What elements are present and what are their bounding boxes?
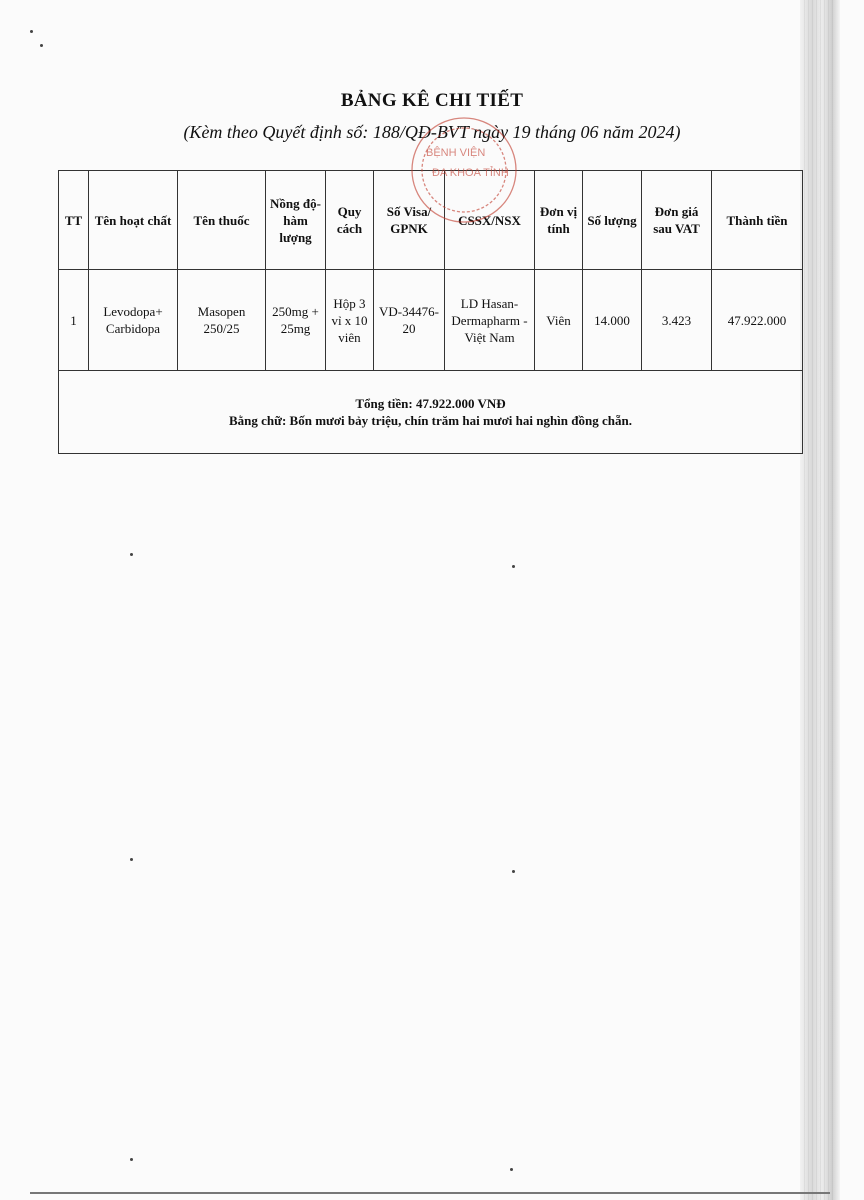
cell-active-ingredient: Levodopa+ Carbidopa — [89, 270, 178, 371]
scan-speck — [40, 44, 43, 47]
scan-speck — [130, 553, 133, 556]
total-row — [59, 371, 803, 454]
cell-drug-name: Masopen 250/25 — [178, 270, 266, 371]
cell-packaging: Hộp 3 vỉ x 10 viên — [326, 270, 374, 371]
stamp-text-line2: ĐA KHOA TỈNH — [432, 167, 509, 179]
header-drug-name: Tên thuốc — [178, 171, 266, 270]
header-unit-price: Đơn giá sau VAT — [642, 171, 712, 270]
scan-speck — [130, 858, 133, 861]
cell-manufacturer: LD Hasan-Dermapharm -Việt Nam — [445, 270, 535, 371]
table-row — [59, 270, 803, 371]
cell-tt: 1 — [59, 270, 89, 371]
scan-speck — [30, 30, 33, 33]
cell-visa: VD-34476-20 — [374, 270, 445, 371]
total-in-words: Bằng chữ: Bốn mươi bảy triệu, chín trăm hai mươi hai nghìn đồng chẵn. — [229, 413, 632, 428]
header-quantity: Số lượng — [583, 171, 642, 270]
scan-speck — [512, 565, 515, 568]
header-active-ingredient: Tên hoạt chất — [89, 171, 178, 270]
document-title: BẢNG KÊ CHI TIẾT — [340, 90, 524, 111]
header-tt: TT — [59, 171, 89, 270]
header-strength: Nồng độ- hàm lượng — [266, 171, 326, 270]
cell-amount: 47.922.000 — [712, 270, 803, 371]
cell-strength: 250mg + 25mg — [266, 270, 326, 371]
header-manufacturer: CSSX/NSX — [445, 171, 535, 270]
header-packaging: Quy cách — [326, 171, 374, 270]
hospital-seal-stamp — [386, 116, 536, 228]
page-edge-lines — [804, 0, 834, 1200]
header-visa: Số Visa/ GPNK — [374, 171, 445, 270]
scan-speck — [130, 1158, 133, 1161]
document-subtitle: (Kèm theo Quyết định số: 188/QĐ-BVT ngày 19 tháng 06 năm 2024) — [183, 122, 681, 142]
header-unit: Đơn vị tính — [535, 171, 583, 270]
scan-speck — [510, 1168, 513, 1171]
stamp-text-line1: BỆNH VIỆN — [426, 147, 486, 159]
cell-unit-price: 3.423 — [642, 270, 712, 371]
scan-speck — [512, 870, 515, 873]
cell-quantity: 14.000 — [583, 270, 642, 371]
cell-unit: Viên — [535, 270, 583, 371]
total-amount: Tổng tiền: 47.922.000 VNĐ — [355, 396, 506, 411]
bottom-border-line — [30, 1192, 830, 1194]
header-amount: Thành tiền — [712, 171, 803, 270]
total-cell — [59, 371, 803, 454]
